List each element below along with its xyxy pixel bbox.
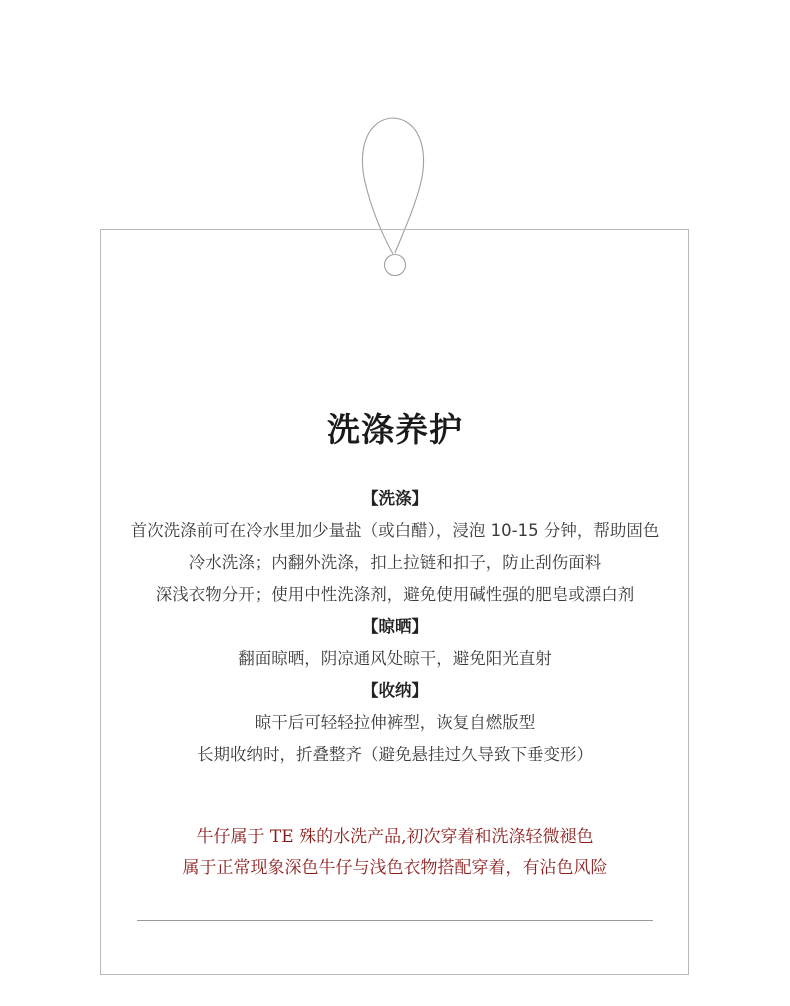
- wash-line-2: 冷水洗涤；内翻外洗涤，扣上拉链和扣子，防止刮伤面料: [188, 553, 602, 572]
- store-heading: 【收纳】: [362, 681, 428, 700]
- page-title: 洗涤养护: [327, 410, 463, 449]
- dry-heading: 【晾晒】: [362, 617, 428, 636]
- fading-notice: [0, 822, 790, 884]
- wash-line-1: 首次洗涤前可在冷水里加少量盐（或白醋），浸泡 10-15 分钟，帮助固色: [130, 521, 660, 540]
- wash-heading: 【洗涤】: [362, 489, 428, 508]
- wash-line-3: 深浅衣物分开；使用中性洗涤剂，避免使用碱性强的肥皂或漂白剂: [155, 585, 635, 604]
- dry-line-1: 翻面晾晒，阴凉通风处晾干，避免阳光直射: [238, 649, 552, 668]
- notice-line-2: 属于正常现象深色牛仔与浅色衣物搭配穿着，有沾色风险: [182, 858, 608, 878]
- care-instructions: [0, 483, 790, 771]
- store-line-1: 晾干后可轻轻拉伸裤型，诙复自燃版型: [254, 713, 536, 732]
- store-line-2: 长期收纳时，折叠整齐（避免悬挂过久导致下垂变形）: [197, 745, 593, 764]
- notice-line-1: 牛仔属于 TE 殊的水洗产品,初次穿着和洗涤轻微褪色: [196, 827, 594, 847]
- bottom-divider: [137, 920, 653, 921]
